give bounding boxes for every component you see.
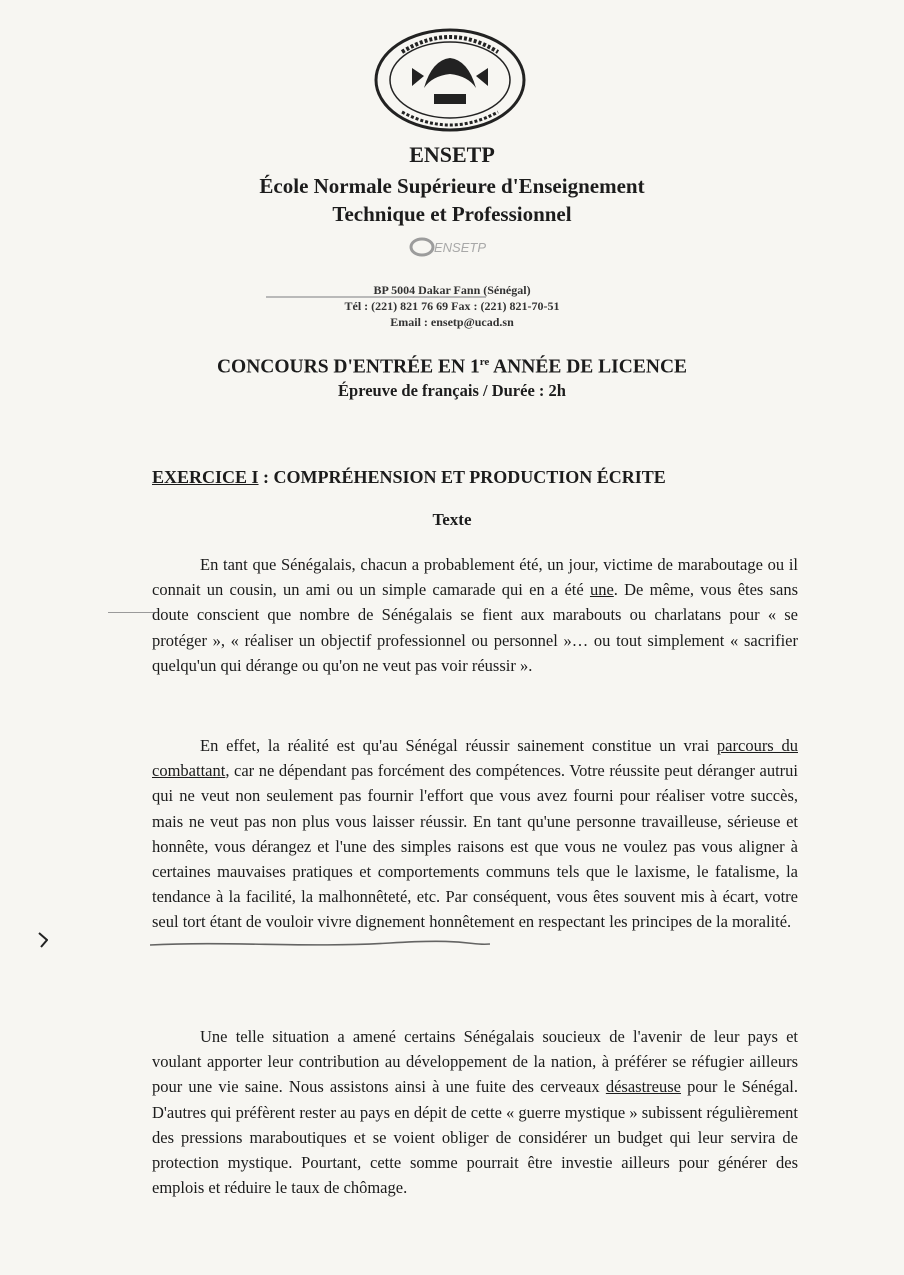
university-seal-logo [372, 24, 528, 134]
exam-subtitle: Épreuve de français / Durée : 2h [338, 381, 566, 400]
address-line: BP 5004 Dakar Fann (Sénégal) [373, 283, 531, 297]
exam-title-start: CONCOURS D'ENTRÉE EN 1 [216, 356, 480, 378]
exam-title-end: ANNÉE DE LICENCE [489, 356, 688, 378]
paragraph-3-underlined: désastreuse [605, 1077, 681, 1097]
paragraph-2-part-b: , car ne dépendant pas forcément des compétences. Votre réussite peut déranger autrui qui ne veut non seulement pas fournir l'effort que vous avez fourni pour réaliser votre succès, mais ne veut pas non plus vous laisser réussir. En tant qu'une personne travailleuse, sérieuse et honnête, vous dérangez et l'une des simples raisons est que vous ne voulez pas vous aligner à certaines mauvaises pratiques et comportements communs tels que le laxisme, le fatalisme, la tendance à la facilité, la malhonnêteté, etc. Par conséquent, vous êtes souvent mis à écart, votre seul tort étant de vouloir vivre dignement honnêtement en respectant les principes de la moralité. [152, 761, 798, 932]
paragraph-1 [152, 552, 798, 678]
institution-name-line1: École Normale Supérieure d'Enseignement [259, 174, 645, 198]
exercise-heading [152, 467, 666, 488]
svg-text:ENSETP: ENSETP [434, 240, 487, 255]
institution-name [0, 172, 904, 228]
contact-block [0, 282, 904, 330]
paragraph-3-part-a: Une telle situation a amené certains Sénégalais soucieux de l'avenir de leur pays et voulant apporter leur contribution au développement de la nation, à préférer se réfugier ailleurs pour une vie saine. Nous assistons ainsi à une fuite des cerveaux [152, 1027, 798, 1097]
email-line: Email : ensetp@ucad.sn [390, 315, 514, 329]
paragraph-2-part-a: En effet, la réalité est qu'au Sénégal réussir sainement constitue un vrai [200, 736, 717, 755]
strikethrough-ink-mark [150, 936, 490, 954]
paragraph-2 [152, 733, 798, 935]
exam-title [0, 356, 904, 379]
ensetp-logo [408, 236, 500, 258]
paragraph-1-part-a: En tant que Sénégalais, chacun a probablement été, un jour, victime de maraboutage ou il connait un cousin, un ami ou un simple camarade qui en a été [152, 555, 798, 600]
paragraph-1-part-b: . De même, vous êtes sans doute conscient que nombre de Sénégalais se fient aux marabouts ou charlatans pour « se protéger », « réaliser un objectif professionnel ou personnel »… ou tout simplement « sacrifier quelqu'un qui dérange ou qu'on ne veut pas voir réussir ». [152, 580, 798, 675]
text-heading: Texte [432, 510, 472, 529]
paragraph-3-part-b: pour le Sénégal. D'autres qui préfèrent rester au pays en dépit de cette « guerre mystique » subissent régulièrement des pressions maraboutiques et se voient obliger de considérer un budget qui leur servira de protection mystique. Pourtant, cette somme pourrait être investie ailleurs pour générer des emplois et réduire le taux de chômage. [152, 1077, 798, 1198]
paragraph-2-underlined: parcours du combattant [152, 736, 798, 781]
institution-abbreviation: ENSETP [409, 142, 495, 167]
institution-name-line2: Technique et Professionnel [332, 202, 572, 226]
paragraph-3 [152, 1024, 798, 1200]
margin-mark [38, 932, 48, 948]
scan-artifact-line [108, 612, 154, 613]
phone-line: Tél : (221) 821 76 69 Fax : (221) 821-70-51 [344, 299, 560, 313]
exercise-label: EXERCICE I [152, 467, 259, 487]
exam-title-superscript: re [479, 356, 490, 368]
paragraph-1-underlined: une [589, 580, 614, 600]
exercise-title: : COMPRÉHENSION ET PRODUCTION ÉCRITE [258, 467, 666, 487]
